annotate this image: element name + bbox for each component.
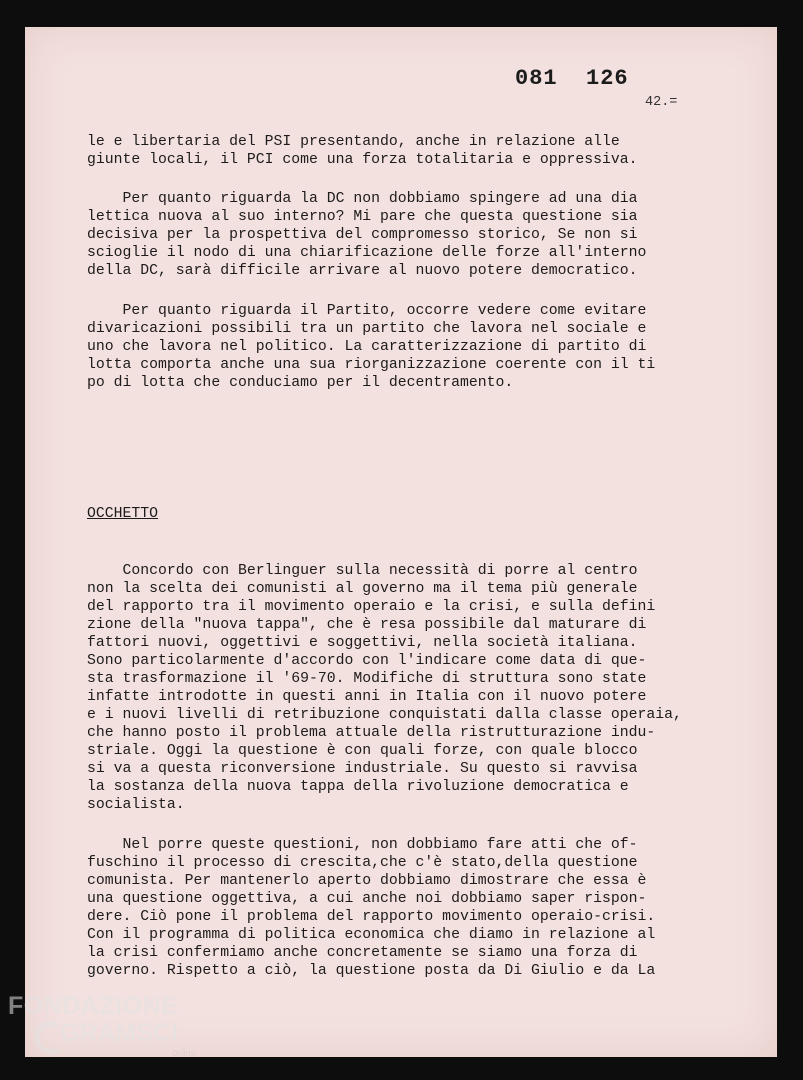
text-line: striale. Oggi la questione è con quali forze, con quale blocco [87, 743, 638, 759]
text-line: lettica nuova al suo interno? Mi pare che questa questione sia [87, 209, 638, 225]
watermark-line2: GRAMSCI [60, 1019, 179, 1047]
text-line: fuschino il processo di crescita,che c'è stato,della questione [87, 855, 638, 871]
text-line: una questione oggettiva, a cui anche noi dobbiamo saper rispon- [87, 891, 647, 907]
fondazione-gramsci-watermark [4, 992, 214, 1072]
section-heading: OCCHETTO [87, 506, 159, 522]
text-line: scioglie il nodo di una chiarificazione delle forze all'interno [87, 245, 647, 261]
text-line: decisiva per la prospettiva del compromesso storico, Se non si [87, 227, 638, 243]
text-line: po di lotta che conduciamo per il decentramento. [87, 375, 514, 391]
text-line: sta trasformazione il '69-70. Modifiche di struttura sono state [87, 671, 647, 687]
text-line: socialista. [87, 797, 185, 813]
text-line: infatte introdotte in questi anni in Italia con il nuovo potere [87, 689, 647, 705]
watermark-onlus: onlus [172, 1048, 196, 1059]
text-line: le e libertaria del PSI presentando, anche in relazione alle [87, 134, 620, 150]
document-number: 081 126 [515, 66, 629, 91]
text-line: Nel porre queste questioni, non dobbiamo fare atti che of- [87, 837, 638, 853]
text-line: divaricazioni possibili tra un partito che lavora nel sociale e [87, 321, 647, 337]
text-line: della DC, sarà difficile arrivare al nuovo potere democratico. [87, 263, 638, 279]
text-line: uno che lavora nel politico. La caratterizzazione di partito di [87, 339, 647, 355]
text-line: che hanno posto il problema attuale della ristrutturazione indu- [87, 725, 656, 741]
text-line: governo. Rispetto a ciò, la questione posta da Di Giulio e da La [87, 963, 656, 979]
text-line: zione della "nuova tappa", che è resa possibile dal maturare di [87, 617, 647, 633]
text-line: comunista. Per mantenerlo aperto dobbiamo dimostrare che essa è [87, 873, 647, 889]
text-line: dere. Ciò pone il problema del rapporto movimento operaio-crisi. [87, 909, 656, 925]
text-line: Per quanto riguarda il Partito, occorre vedere come evitare [87, 303, 647, 319]
text-line: si va a questa riconversione industriale. Su questo si ravvisa [87, 761, 638, 777]
text-line: non la scelta dei comunisti al governo ma il tema più generale [87, 581, 638, 597]
text-line: Concordo con Berlinguer sulla necessità di porre al centro [87, 563, 638, 579]
text-line: giunte locali, il PCI come una forza totalitaria e oppressiva. [87, 152, 638, 168]
text-line: lotta comporta anche una sua riorganizzazione coerente con il ti [87, 357, 656, 373]
page-number: 42.= [645, 95, 678, 110]
text-line: Con il programma di politica economica che diamo in relazione al [87, 927, 656, 943]
text-line: la sostanza della nuova tappa della rivoluzione democratica e [87, 779, 629, 795]
text-line: fattori nuovi, oggettivi e soggettivi, nella società italiana. [87, 635, 638, 651]
text-line: e i nuovi livelli di retribuzione conquistati dalla classe operaia, [87, 707, 682, 723]
text-line: Sono particolarmente d'accordo con l'indicare come data di que- [87, 653, 647, 669]
text-line: del rapporto tra il movimento operaio e la crisi, e sulla defini [87, 599, 656, 615]
text-line: la crisi confermiamo anche concretamente se siamo una forza di [87, 945, 638, 961]
watermark-line1: FONDAZIONE [8, 992, 179, 1020]
text-line: Per quanto riguarda la DC non dobbiamo spingere ad una dia [87, 191, 638, 207]
